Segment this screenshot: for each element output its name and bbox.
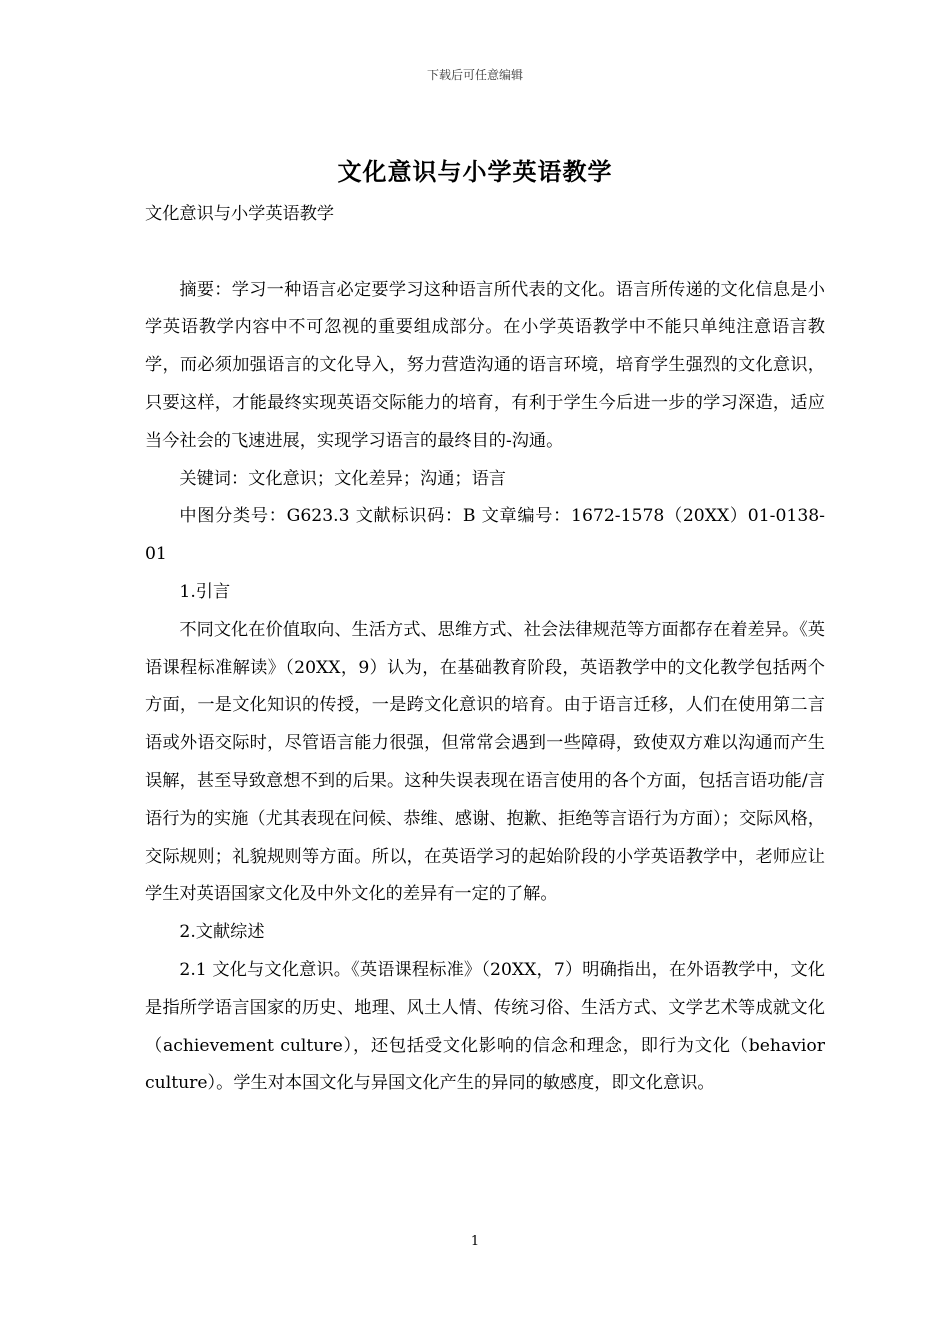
document-title: 文化意识与小学英语教学: [337, 157, 613, 186]
document-body: [145, 196, 825, 1103]
classification-paragraph: 中图分类号：G623.3 文献标识码：B 文章编号：1672-1578（20XX）01-0138-01: [145, 506, 825, 565]
culture-definition-paragraph: 2.1 文化与文化意识。《英语课程标准》（20XX，7）明确指出，在外语教学中，文化是指所学语言国家的历史、地理、风土人情、传统习俗、生活方式、文学艺术等成就文化（achievement culture），还包括受文化影响的信念和理念，即行为文化（behavior culture）。学生对本国文化与异国文化产生的异同的敏感度，即文化意识。: [145, 959, 825, 1094]
section-heading-literature-review: 2.文献综述: [179, 922, 265, 943]
section-heading-introduction: 1.引言: [179, 581, 231, 602]
introduction-paragraph: 不同文化在价值取向、生活方式、思维方式、社会法律规范等方面都存在着差异。《英语课程标准解读》（20XX，9）认为，在基础教育阶段，英语教学中的文化教学包括两个方面，一是文化知识的传授，一是跨文化意识的培育。由于语言迁移，人们在使用第二言语或外语交际时，尽管语言能力很强，但常常会遇到一些障碍，致使双方难以沟通而产生误解，甚至导致意想不到的后果。这种失误表现在语言使用的各个方面，包括言语功能/言语行为的实施（尤其表现在问候、恭维、感谢、抱歉、拒绝等言语行为方面）；交际风格，交际规则；礼貌规则等方面。所以，在英语学习的起始阶段的小学英语教学中，老师应让学生对英语国家文化及中外文化的差异有一定的了解。: [145, 619, 825, 905]
keywords-paragraph: 关键词：文化意识；文化差异；沟通；语言: [179, 468, 506, 489]
header-note: 下载后可任意编辑: [426, 68, 523, 82]
subtitle-line: 文化意识与小学英语教学: [145, 204, 335, 224]
page-number: 1: [470, 1234, 480, 1249]
abstract-paragraph: 摘要：学习一种语言必定要学习这种语言所代表的文化。语言所传递的文化信息是小学英语教学内容中不可忽视的重要组成部分。在小学英语教学中不能只单纯注意语言教学，而必须加强语言的文化导入，努力营造沟通的语言环境，培育学生强烈的文化意识，只要这样，才能最终实现英语交际能力的培育，有利于学生今后进一步的学习深造，适应当今社会的飞速进展，实现学习语言的最终目的-沟通。: [145, 279, 825, 451]
